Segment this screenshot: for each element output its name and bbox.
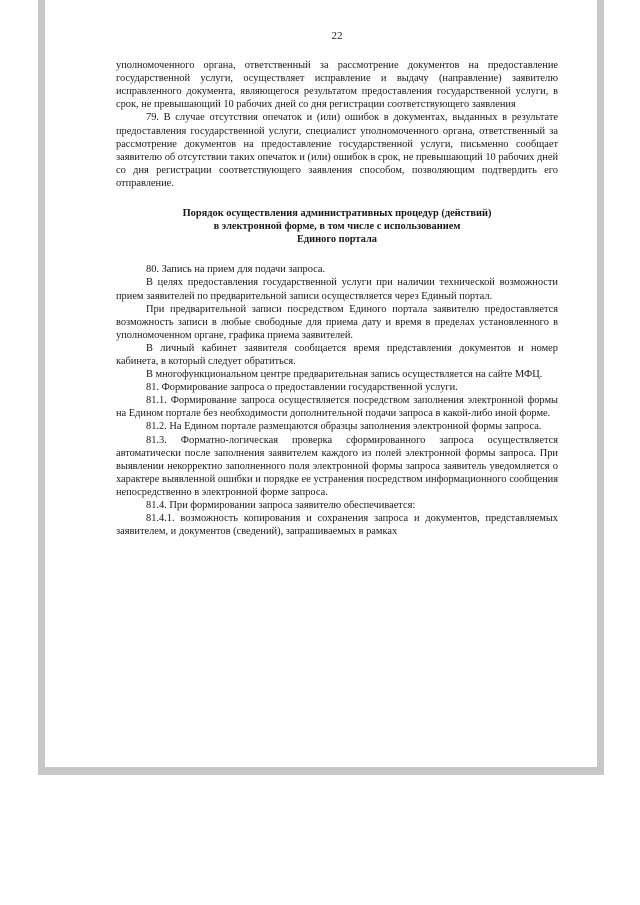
section-heading xyxy=(116,207,558,246)
paragraph-80: 80. Запись на прием для подачи запроса. xyxy=(146,264,326,276)
paragraph-81-4: 81.4. При формировании запроса заявителю обеспечивается: xyxy=(146,500,416,511)
paragraph: В целях предоставления государственной услуги при наличии технической возможности прием заявителей по предварительной записи осуществляется через Единый портал. xyxy=(116,277,558,302)
paragraph-79: 79. В случае отсутствия опечаток и (или) ошибок в документах, выданных в результате предоставления государственной услуги, специалист уполномоченного органа, ответственный за рассмотрение документов на предоставление государственной услуги, письменно сообщает заявителю об отсутствии таких опечаток и (или) ошибок в срок, не превышающий 10 рабочих дней со дня регистрации соответствующего заявления способом, позволяющим подтвердить его отправление. xyxy=(116,112,558,189)
paragraph-81-4-1: 81.4.1. возможность копирования и сохранения запроса и документов, представляемых заявителем, и документов (сведений), запрашиваемых в рамках xyxy=(116,513,558,538)
paragraph-81-3: 81.3. Форматно-логическая проверка сформированного запроса осуществляется автоматически после заполнения заявителем каждого из полей электронной формы запроса. При выявлении некорректно заполненного поля электронной формы запроса заявитель уведомляется о характере выявленной ошибки и порядке ее устранения посредством информационного сообщения непосредственно в электронной форме запроса. xyxy=(116,434,558,498)
heading-line: Порядок осуществления административных процедур (действий) xyxy=(182,208,492,220)
paragraph-81-2: 81.2. На Едином портале размещаются образцы заполнения электронной формы запроса. xyxy=(146,421,542,433)
paragraph: При предварительной записи посредством Единого портала заявителю предоставляется возможность записи в любые свободные для приема дату и время в пределах установленного в уполномоченном органе, графика приема заявителей. xyxy=(116,303,558,341)
heading-line: в электронной форме, в том числе с использованием xyxy=(213,221,461,233)
paragraph: уполномоченного органа, ответственный за рассмотрение документов на предоставление государственной услуги, осуществляет исправление и выдачу (направление) заявителю исправленного документа, являющегося результатом предоставления государственной услуги, в срок, не превышающий 10 рабочих дней со дня регистрации соответствующего заявления xyxy=(116,60,558,111)
page-number: 22 xyxy=(331,30,343,42)
paragraph-81-1: 81.1. Формирование запроса осуществляется посредством заполнения электронной формы на Едином портале без необходимости дополнительной подачи запроса в какой-либо иной форме. xyxy=(116,395,558,420)
heading-line: Единого портала xyxy=(297,234,377,246)
paragraph: В личный кабинет заявителя сообщается время представления документов и номер кабинета, в который следует обратиться. xyxy=(116,342,558,367)
document-page xyxy=(116,30,558,538)
paragraph: В многофункциональном центре предварительная запись осуществляется на сайте МФЦ. xyxy=(146,369,543,381)
paragraph-81: 81. Формирование запроса о предоставлении государственной услуги. xyxy=(146,382,458,394)
